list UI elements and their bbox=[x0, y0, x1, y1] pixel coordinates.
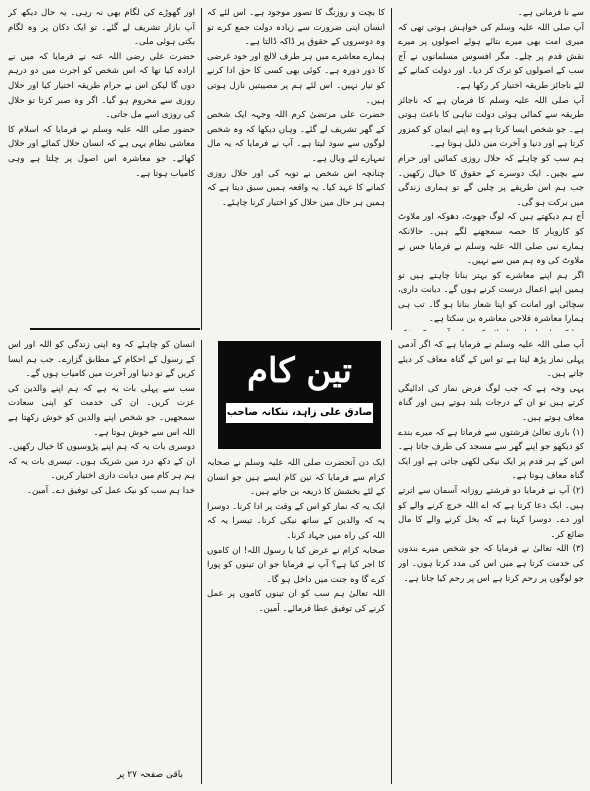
paragraph: ہمارے معاشرے میں ہر طرف لالچ اور خود غرضی کا دور دورہ ہے۔ کوئی بھی کسی کا حق ادا کرنے کو تیار نہیں۔ اس لئے ہم پر مصیبتیں نازل ہوتی ہیں۔ bbox=[207, 51, 385, 106]
paragraph: اگر ہم اپنے معاشرے کو بہتر بنانا چاہتے ہیں تو ہمیں اپنے اعمال درست کرنے ہوں گے۔ دیانت داری، سچائی اور امانت کو اپنا شعار بنانا ہو گا۔ تب ہی ہمارا معاشرہ فلاحی معاشرہ بن سکتا ہے۔ bbox=[398, 270, 584, 325]
column-top-right bbox=[398, 6, 584, 331]
paragraph: (۳) اللہ تعالیٰ نے فرمایا کہ جو شخص میرے بندوں کی خدمت کرتا ہے میں اس کی مدد کرتا ہوں۔ اور جو لوگوں پر رحم کرتا ہے اس پر رحم کیا جاتا ہے۔ bbox=[398, 544, 584, 584]
paragraph: سے نا فرمانی ہے۔ bbox=[517, 8, 584, 18]
column-top-middle bbox=[207, 6, 385, 331]
paragraph: اور گھوڑے کی لگام بھی نہ رہی۔ یہ حال دیکھ کر آپ بازار تشریف لے گئے۔ تو ایک دکان پر وہ لگام بکتی ہوئی ملی۔ bbox=[8, 8, 195, 48]
paragraph: دوسری بات یہ کہ ہم اپنے پڑوسیوں کا خیال رکھیں۔ ان کے دکھ درد میں شریک ہوں۔ تیسری بات یہ کہ ہم ہر کام میں دیانت داری اختیار کریں۔ bbox=[8, 442, 195, 482]
paragraph: آپ صلی اللہ علیہ وسلم کی خواہش ہوتی تھی کہ میری امت بھی میرے بتائے ہوئے اصولوں پر میرے نقش قدم پر چلے۔ مگر افسوس مسلمانوں نے آج سب کے اصولوں کو ترک کر دیا۔ اور دولت کمانے کے لئے ناجائز طریقہ اختیار کر رکھا ہے۔ bbox=[398, 22, 584, 91]
paragraph: ایک دن آنحضرت صلی اللہ علیہ وسلم نے صحابہ کرام سے فرمایا کہ تین کام ایسے ہیں جو انسان کے لئے بخشش کا ذریعہ بن جاتے ہیں۔ bbox=[207, 458, 385, 498]
paragraph: آپ صلی اللہ علیہ وسلم کا فرمان ہے کہ ناجائز طریقہ سے کمائی ہوئی دولت تباہی کا باعث ہوتی ہے۔ جو شخص ایسا کرتا ہے وہ اپنے ایمان کو کمزور کرتا ہے اور دنیا و آخرت میں ذلیل ہوتا ہے۔ bbox=[398, 95, 584, 150]
article-title: تین کام bbox=[246, 351, 353, 391]
continued-note: باقی صفحہ ۲۷ پر bbox=[116, 770, 184, 780]
column-divider bbox=[391, 340, 392, 784]
paragraph: کا بچت و روزنگ کا تصور موجود ہے۔ اس لئے کہ انسان اپنی ضرورت سے زیادہ دولت جمع کرے تو وہ دوسروں کے حقوق پر ڈاکہ ڈالتا ہے۔ bbox=[207, 8, 385, 48]
column-divider bbox=[201, 340, 202, 784]
section-divider bbox=[30, 328, 200, 330]
paragraph: (۲) آپ نے فرمایا دو فرشتے روزانہ آسمان سے اترتے ہیں۔ ایک دعا کرتا ہے کہ اے اللہ خرچ کرنے والے کو اور دے۔ دوسرا کہتا ہے کہ بخل کرنے والے کا مال ضائع کر۔ bbox=[398, 485, 584, 540]
column-bottom-right bbox=[398, 338, 584, 786]
paragraph: حضرت علی مرتضیٰ کرم اللہ وجہہ ایک شخص کے گھر تشریف لے گئے۔ وہاں دیکھا کہ وہ شخص لوگوں سے سود لیتا ہے۔ آپ نے فرمایا کہ یہ مال تمہارے لئے وبال ہے۔ bbox=[207, 110, 385, 164]
paragraph bbox=[398, 327, 584, 331]
paragraph: اللہ تعالیٰ ہم سب کو ان تینوں کاموں پر عمل کرنے کی توفیق عطا فرمائے۔ آمین۔ bbox=[207, 589, 385, 614]
column-divider bbox=[201, 8, 202, 330]
column-bottom-left bbox=[8, 338, 195, 766]
paragraph: خدا ہم سب کو نیک عمل کی توفیق دے۔ آمین۔ bbox=[26, 485, 195, 496]
paragraph: حضرت علی رضی اللہ عنہ نے فرمایا کہ میں نے ارادہ کیا تھا کہ اس شخص کو اجرت میں دو درہم دوں گا لیکن اس نے حرام طریقہ اختیار کیا اور حلال روزی سے محروم ہو گیا۔ اگر وہ صبر کرتا تو حلال کی روزی اسے مل جاتی۔ bbox=[8, 51, 195, 121]
paragraph: آج ہم دیکھتے ہیں کہ لوگ جھوٹ، دھوکہ اور ملاوٹ کو کاروبار کا حصہ سمجھنے لگے ہیں۔ حالانکہ ہمارے نبی صلی اللہ علیہ وسلم نے فرمایا جس نے ملاوٹ کی وہ ہم میں سے نہیں۔ bbox=[398, 212, 584, 267]
article-header-banner bbox=[218, 341, 381, 449]
paragraph: سب سے پہلی بات یہ ہے کہ ہم اپنے والدین کی عزت کریں۔ ان کی خدمت کو اپنی سعادت سمجھیں۔ جو شخص اپنے والدین کو خوش رکھتا ہے اللہ اس سے خوش ہوتا ہے۔ bbox=[8, 383, 195, 438]
paragraph: ہم سب کو چاہئے کہ حلال روزی کمائیں اور حرام سے بچیں۔ ایک دوسرے کے حقوق کا خیال رکھیں۔ جب ہم اس طریقے پر چلیں گے تو ہماری زندگی میں برکت ہو گی۔ bbox=[398, 153, 584, 208]
paragraph: حضور صلی اللہ علیہ وسلم نے فرمایا کہ اسلام کا معاشی نظام یہی ہے کہ انسان حلال کمائے اور حلال کھائے۔ جو معاشرہ اس اصول پر چلتا ہے وہی کامیاب ہوتا ہے۔ bbox=[8, 124, 195, 179]
column-bottom-middle bbox=[207, 456, 385, 786]
paragraph: صحابہ کرام نے عرض کیا یا رسول اللہ! ان کاموں کا اجر کیا ہے؟ آپ نے فرمایا جو ان تینوں کو پورا کرے گا وہ جنت میں داخل ہو گا۔ bbox=[207, 545, 385, 585]
column-divider bbox=[391, 8, 392, 330]
paragraph: چنانچہ اس شخص نے توبہ کی اور حلال روزی کمانے کا عہد کیا۔ یہ واقعہ ہمیں سبق دیتا ہے کہ ہمیں ہر حال میں حلال کو اختیار کرنا چاہئے۔ bbox=[207, 168, 385, 208]
paragraph: انسان کو چاہئے کہ وہ اپنی زندگی کو اللہ اور اس کے رسول کے احکام کے مطابق گزارے۔ جب ہم ایسا کریں گے تو دنیا اور آخرت میں کامیاب ہوں گے۔ bbox=[8, 340, 195, 380]
paragraph: ایک یہ کہ نماز کو اس کے وقت پر ادا کرنا۔ دوسرا یہ کہ والدین کے ساتھ نیکی کرنا۔ تیسرا یہ کہ اللہ کی راہ میں جہاد کرنا۔ bbox=[207, 501, 385, 541]
paragraph: (۱) باری تعالیٰ فرشتوں سے فرماتا ہے کہ میرے بندے کو دیکھو جو اپنے گھر سے مسجد کی طرف جاتا ہے۔ اس کے ہر قدم پر ایک نیکی لکھی جاتی ہے اور ایک گناہ معاف ہوتا ہے۔ bbox=[398, 427, 584, 482]
column-top-left bbox=[8, 6, 195, 326]
paragraph: آپ صلی اللہ علیہ وسلم نے فرمایا ہے کہ اگر آدمی پہلی نماز پڑھ لیتا ہے تو اس کے گناہ معاف کر دیئے جاتے ہیں۔ bbox=[398, 340, 584, 380]
paragraph: یہی وجہ ہے کہ جب لوگ فرض نماز کی ادائیگی کرتے ہیں تو ان کے درجات بلند ہوتے ہیں اور گناہ معاف ہوتے ہیں۔ bbox=[398, 383, 584, 423]
article-byline: صادق علی زاہد، ننکانہ صاحب bbox=[226, 403, 373, 423]
